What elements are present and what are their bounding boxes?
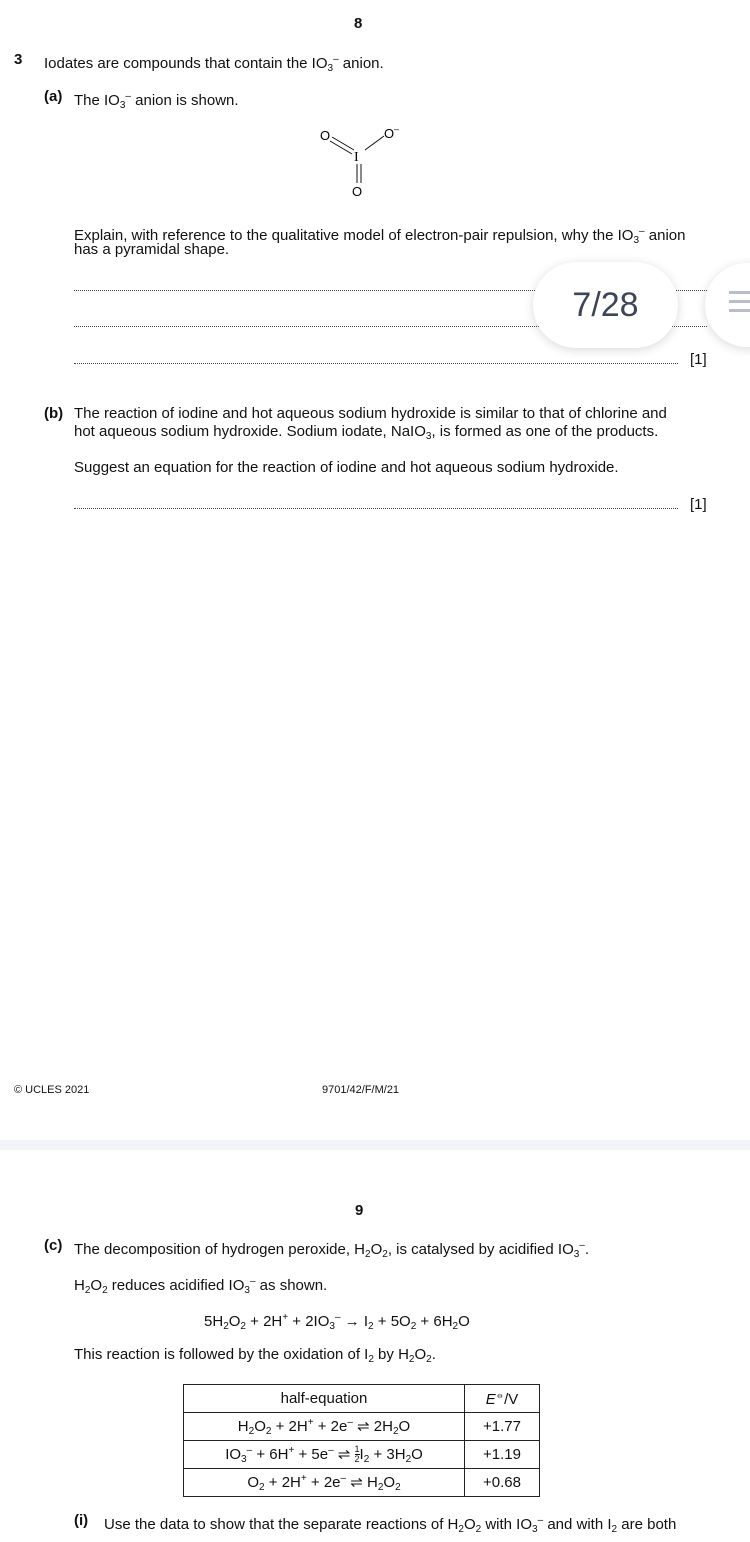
table-row: [184, 1441, 540, 1469]
header-half-equation: half-equation: [184, 1385, 465, 1413]
paper-code-footer: 9701/42/F/M/21: [322, 1084, 400, 1096]
page-number: 8: [354, 15, 363, 32]
half-equation-cell: $H_2O_2 + 2H^+ + 2e^-$ ⇌ $2H_2O$: [184, 1413, 465, 1441]
double-bond-left-line1: [332, 137, 354, 150]
part-b-label: (b): [44, 405, 64, 422]
potential-value-cell: +1.77: [465, 1413, 540, 1441]
page-indicator-badge[interactable]: [533, 262, 678, 348]
table-header-row: [184, 1385, 540, 1413]
question-intro: Iodates are compounds that contain the $IO_3^-$ anion.: [44, 54, 384, 74]
potential-value-cell: +1.19: [465, 1441, 540, 1469]
answer-line-b[interactable]: [74, 508, 678, 509]
answer-line-3[interactable]: [74, 363, 678, 364]
part-b-mark: [1]: [690, 496, 707, 513]
iodine-label: I: [354, 150, 359, 165]
part-c-line2: $H_2O_2$ reduces acidified $IO_3^-$ as shown.: [74, 1276, 328, 1296]
part-b-line1: The reaction of iodine and hot aqueous sodium hydroxide is similar to that of chlorine and: [74, 405, 667, 422]
part-c-i-line1: Use the data to show that the separate reactions of $H_2O_2$ with $IO_3^-$ and with $I_2$ are both: [104, 1515, 677, 1535]
part-a-label: (a): [44, 88, 63, 105]
oxygen-right-label: O: [384, 126, 395, 141]
part-a-shown-text: The $IO_3^-$ anion is shown.: [74, 91, 239, 111]
part-b-line2: hot aqueous sodium hydroxide. Sodium iodate, NaIO$_3$, is formed as one of the products.: [74, 423, 659, 442]
exam-page-9: [0, 1150, 750, 1542]
table-row: [184, 1413, 540, 1441]
half-equation-cell: $O_2 + 2H^+ + 2e^-$ ⇌ $H_2O_2$: [184, 1469, 465, 1497]
part-c-label: (c): [44, 1237, 63, 1254]
single-bond-right: [365, 136, 384, 150]
part-a-question-line1: Explain, with reference to the qualitative model of electron-pair repulsion, why the $IO_3^-$ anion: [74, 226, 686, 246]
part-c-i-label: (i): [74, 1512, 89, 1529]
part-c-line1: The decomposition of hydrogen peroxide, $H_2O_2$, is catalysed by acidified $IO_3^-$.: [74, 1240, 590, 1260]
reaction-equation: $5H_2O_2 + 2H^+ + 2IO_3^- \to I_2 + 5O_2 + 6H_2O$: [204, 1312, 470, 1332]
oxygen-bottom-label: O: [352, 184, 363, 199]
question-number: 3: [14, 51, 23, 68]
half-equation-cell: $IO_3^- + 6H^+ + 5e^-$ ⇌ $\frac{1}{2}$ $I_2 + 3H_2O$: [184, 1441, 465, 1469]
header-e-standard: E⦵/V: [465, 1385, 540, 1413]
copyright-footer: © UCLES 2021: [14, 1084, 90, 1096]
oxygen-charge-label: –: [394, 124, 400, 134]
part-c-line3: This reaction is followed by the oxidation of $I_2$ by $H_2O_2$.: [74, 1346, 436, 1365]
oxygen-left-label: O: [320, 128, 331, 143]
page-number: 9: [355, 1202, 364, 1219]
part-b-suggest: Suggest an equation for the reaction of iodine and hot aqueous sodium hydroxide.: [74, 459, 619, 476]
double-bond-left-line2: [330, 141, 352, 154]
part-a-question-line2: has a pyramidal shape.: [74, 241, 230, 258]
page-indicator-text: 7/28: [572, 285, 639, 324]
iodate-structure-diagram: [300, 120, 420, 202]
electrode-potential-table: [183, 1384, 540, 1497]
part-a-mark: [1]: [690, 351, 707, 368]
table-row: [184, 1469, 540, 1497]
potential-value-cell: +0.68: [465, 1469, 540, 1497]
fraction-half: $\frac{1}{2}$: [354, 1444, 360, 1465]
